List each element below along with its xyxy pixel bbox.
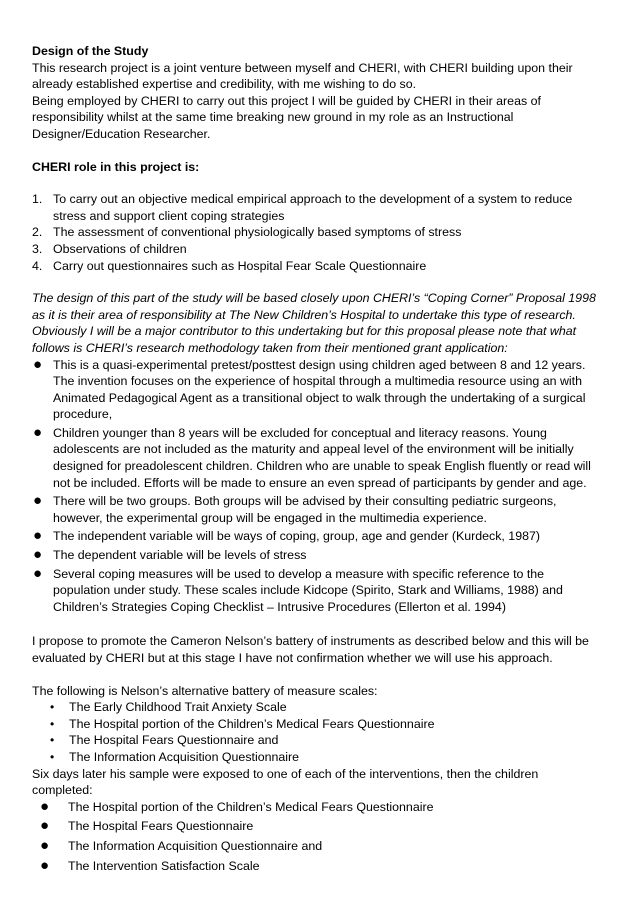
bullet-icon: • bbox=[50, 716, 55, 731]
bullet-icon: ● bbox=[33, 423, 43, 441]
completed-item: ● The Intervention Satisfaction Scale bbox=[40, 856, 260, 874]
study-heading: Design of the Study bbox=[32, 44, 149, 58]
document-page bbox=[32, 43, 600, 877]
role-item: 2. The assessment of conventional physiologically based symptoms of stress bbox=[32, 225, 462, 240]
role-list bbox=[32, 191, 600, 274]
methodology-item: ● The independent variable will be ways of coping, group, age and gender (Kurdeck, 1987) bbox=[33, 527, 540, 545]
bullet-icon: ● bbox=[33, 355, 43, 373]
methodology-list bbox=[32, 357, 600, 616]
scale-item: • The Hospital portion of the Children’s Medical Fears Questionnaire bbox=[50, 716, 435, 731]
bullet-icon: ● bbox=[40, 856, 50, 874]
bullet-icon: ● bbox=[33, 564, 43, 582]
bullet-icon: ● bbox=[40, 817, 50, 835]
completed-item: ● The Hospital Fears Questionnaire bbox=[40, 817, 254, 835]
bullet-icon: ● bbox=[40, 836, 50, 854]
scale-item: • The Hospital Fears Questionnaire and bbox=[50, 733, 279, 748]
role-item: 3. Observations of children bbox=[32, 241, 187, 256]
bullet-icon: • bbox=[50, 733, 55, 748]
study-paragraph-2: Being employed by CHERI to carry out this project I will be guided by CHERI in their areas of responsibility whilst at the same time breaking new ground in my role as an Instructional Designer/Education Researcher. bbox=[32, 93, 541, 141]
scale-item: • The Information Acquisition Questionnaire bbox=[50, 749, 300, 764]
nelson-after: Six days later his sample were exposed to one of each of the interventions, then the children completed: bbox=[32, 766, 539, 798]
role-heading: CHERI role in this project is: bbox=[32, 159, 200, 174]
bullet-icon: ● bbox=[40, 797, 50, 815]
study-paragraph-1: This research project is a joint venture between myself and CHERI, with CHERI building upon their already established expertise and credibility, with me wishing to do so. bbox=[32, 60, 573, 92]
role-item: 4. Carry out questionnaires such as Hospital Fear Scale Questionnaire bbox=[32, 258, 427, 273]
completed-item: ● The Hospital portion of the Children’s Medical Fears Questionnaire bbox=[40, 797, 434, 815]
bullet-icon: • bbox=[50, 749, 55, 764]
methodology-item: ● There will be two groups. Both groups will be advised by their consulting pediatric surgeons, however, the experimental group will be engaged in the multimedia experience. bbox=[33, 492, 557, 525]
bullet-icon: • bbox=[50, 700, 55, 715]
propose-paragraph: I propose to promote the Cameron Nelson’s battery of instruments as described below and this will be evaluated by CHERI but at this stage I have not confirmation whether we will use his approach. bbox=[32, 634, 589, 665]
bullet-icon: ● bbox=[33, 527, 43, 545]
scale-item: • The Early Childhood Trait Anxiety Scale bbox=[50, 700, 287, 715]
design-italic-paragraph: The design of this part of the study will be based closely upon CHERI’s “Coping Corner” Proposal 1998 as it is their area of responsibility at The New Children’s Hospital to undertake this type of research. Obviously I will be a major contributor to this undertaking but for this proposal please note that what follows is CHERI’s research methodology taken from their mentioned grant application: bbox=[32, 291, 596, 355]
methodology-item: ● The dependent variable will be levels of stress bbox=[33, 546, 307, 564]
scales-list bbox=[32, 699, 600, 765]
role-item: 1. To carry out an objective medical empirical approach to the development of a system to reduce stress and support client coping strategies bbox=[32, 192, 573, 223]
bullet-icon: ● bbox=[33, 492, 43, 510]
completed-item: ● The Information Acquisition Questionnaire and bbox=[40, 836, 323, 854]
methodology-item: ● Children younger than 8 years will be excluded for conceptual and literacy reasons. Young adolescents are not included as the maturity and appeal level of the environment will be initially designed for preadolescent children. Children who are unable to speak English fluently or read will not be included. Efforts will be made to ensure an even spread of participants by gender and age. bbox=[33, 423, 591, 490]
nelson-intro: The following is Nelson’s alternative battery of measure scales: bbox=[32, 683, 378, 698]
methodology-item: ● Several coping measures will be used to develop a measure with specific reference to the population under study. These scales include Kidcope (Spirito, Stark and Williams, 1988) and Children’s Strategies Coping Checklist – Intrusive Procedures (Ellerton et al. 1994) bbox=[33, 564, 563, 614]
bullet-icon: ● bbox=[33, 546, 43, 564]
completed-list bbox=[32, 799, 600, 874]
methodology-item: ● This is a quasi-experimental pretest/posttest design using children aged between 8 and 12 years. The invention focuses on the experience of hospital through a multimedia resource using an with Animated Pedagogical Agent as a transitional object to walk through the undertaking of a surgical procedure, bbox=[33, 355, 586, 422]
